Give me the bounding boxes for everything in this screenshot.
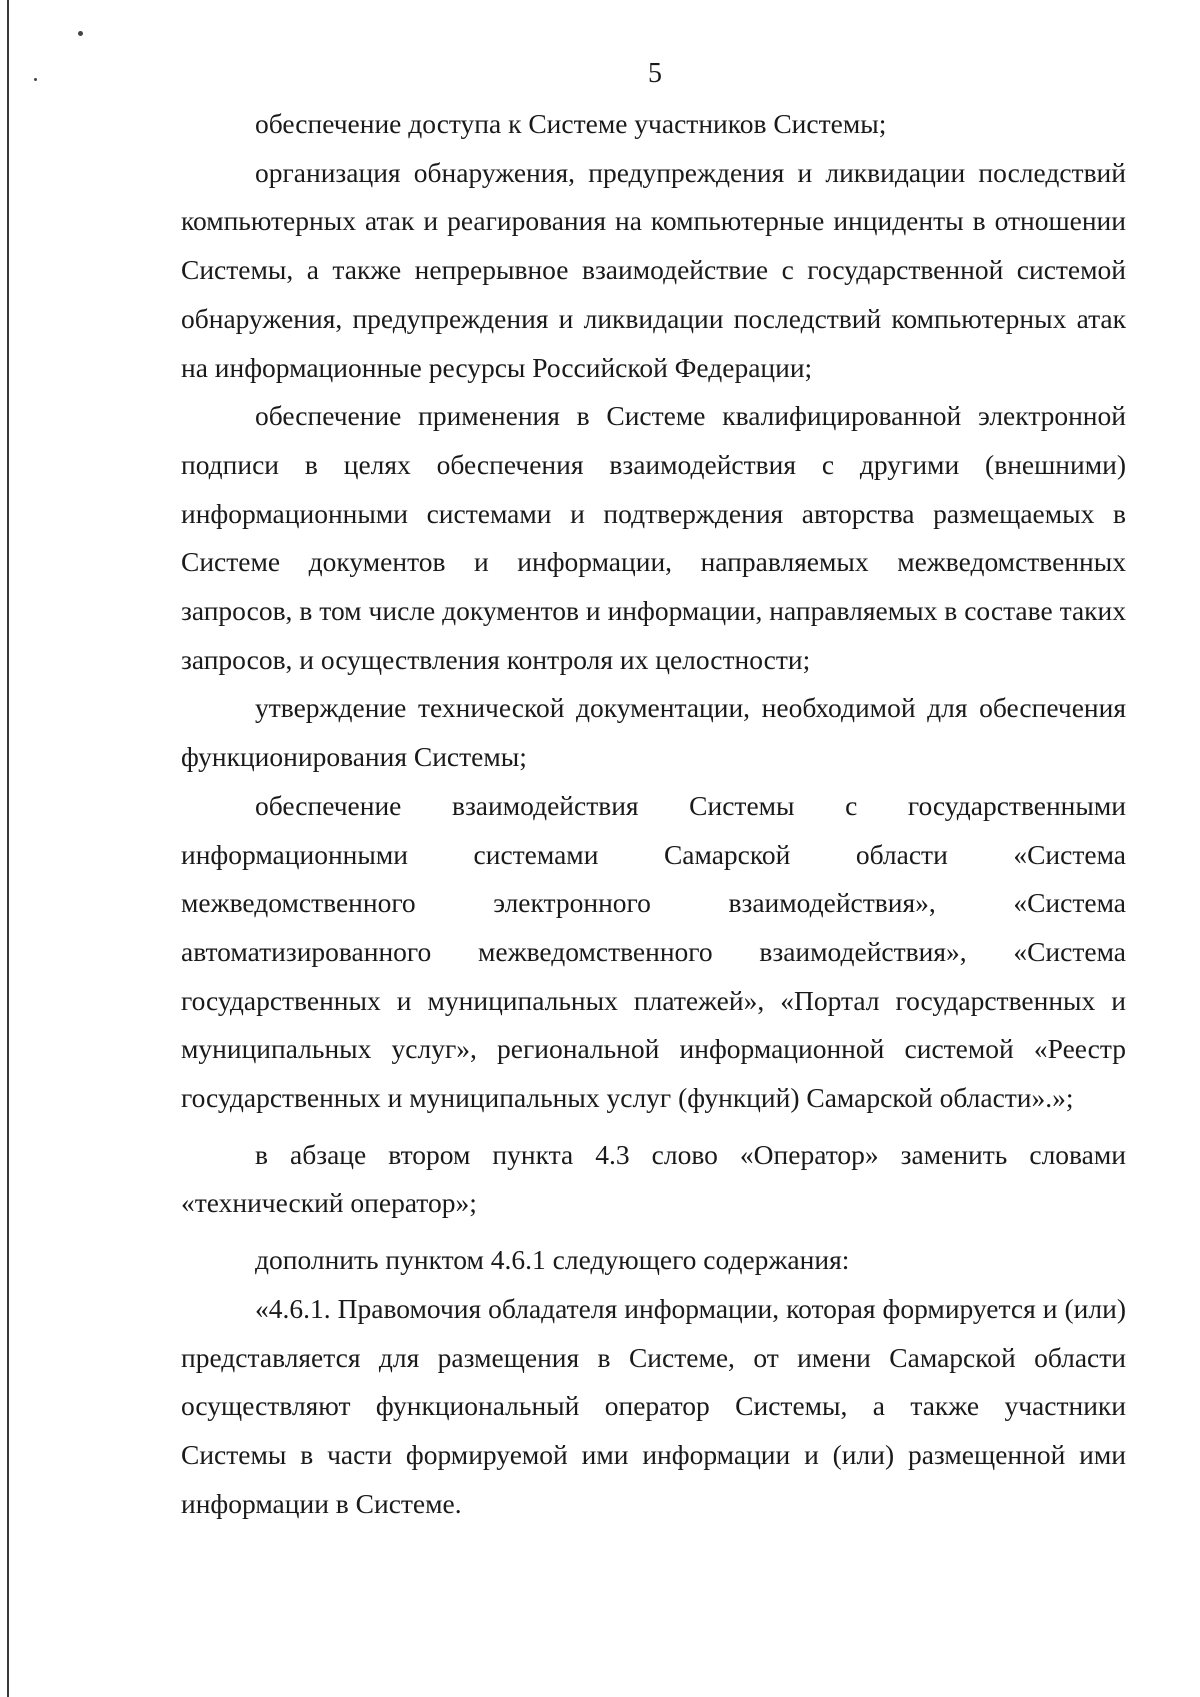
paragraph-electronic-signature: обеспечение применения в Системе квалифицированной электронной подписи в целях обеспечения взаимодействия с другими (внешними) информационными системами и подтверждения авторства размещаемых в Системе документов и информации, направляемых межведомственных запросов, в том числе документов и информации, направляемых в составе таких запросов, и осуществления контроля их целостности; bbox=[181, 400, 1126, 675]
paragraph-add-4-6-1: дополнить пунктом 4.6.1 следующего содержания: bbox=[255, 1244, 850, 1276]
paragraph-amendment-4-3: в абзаце втором пункта 4.3 слово «Оператор» заменить словами «технический оператор»; bbox=[181, 1138, 1126, 1219]
document-body bbox=[181, 100, 1126, 1528]
paragraph-computer-attacks: организация обнаружения, предупреждения и ликвидации последствий компьютерных атак и реагирования на компьютерные инциденты в отношении Системы, а также непрерывное взаимодействие с государственной системой обнаружения, предупреждения и ликвидации последствий компьютерных атак на информационные ресурсы Российской Федерации; bbox=[181, 156, 1126, 383]
scan-speck bbox=[78, 31, 83, 36]
paragraph-technical-documentation: утверждение технической документации, необходимой для обеспечения функционирования Системы; bbox=[181, 692, 1126, 773]
paragraph-4-6-1-text: «4.6.1. Правомочия обладателя информации, которая формируется и (или) представляется для размещения в Системе, от имени Самарской области осуществляют функциональный оператор Системы, а также участники Системы в части формируемой ими информации и (или) размещенной ими информации в Системе. bbox=[181, 1292, 1126, 1519]
page-number: 5 bbox=[648, 58, 662, 89]
paragraph-access: обеспечение доступа к Системе участников Системы; bbox=[255, 108, 887, 139]
paragraph-interaction-systems: обеспечение взаимодействия Системы с государственными информационными системами Самарской области «Система межведомственного электронного взаимодействия», «Система автоматизированного межведомственного взаимодействия», «Система государственных и муниципальных платежей», «Портал государственных и муниципальных услуг», региональной информационной системой «Реестр государственных и муниципальных услуг (функций) Самарской области».»; bbox=[181, 789, 1126, 1114]
scan-edge-line bbox=[7, 0, 9, 1697]
